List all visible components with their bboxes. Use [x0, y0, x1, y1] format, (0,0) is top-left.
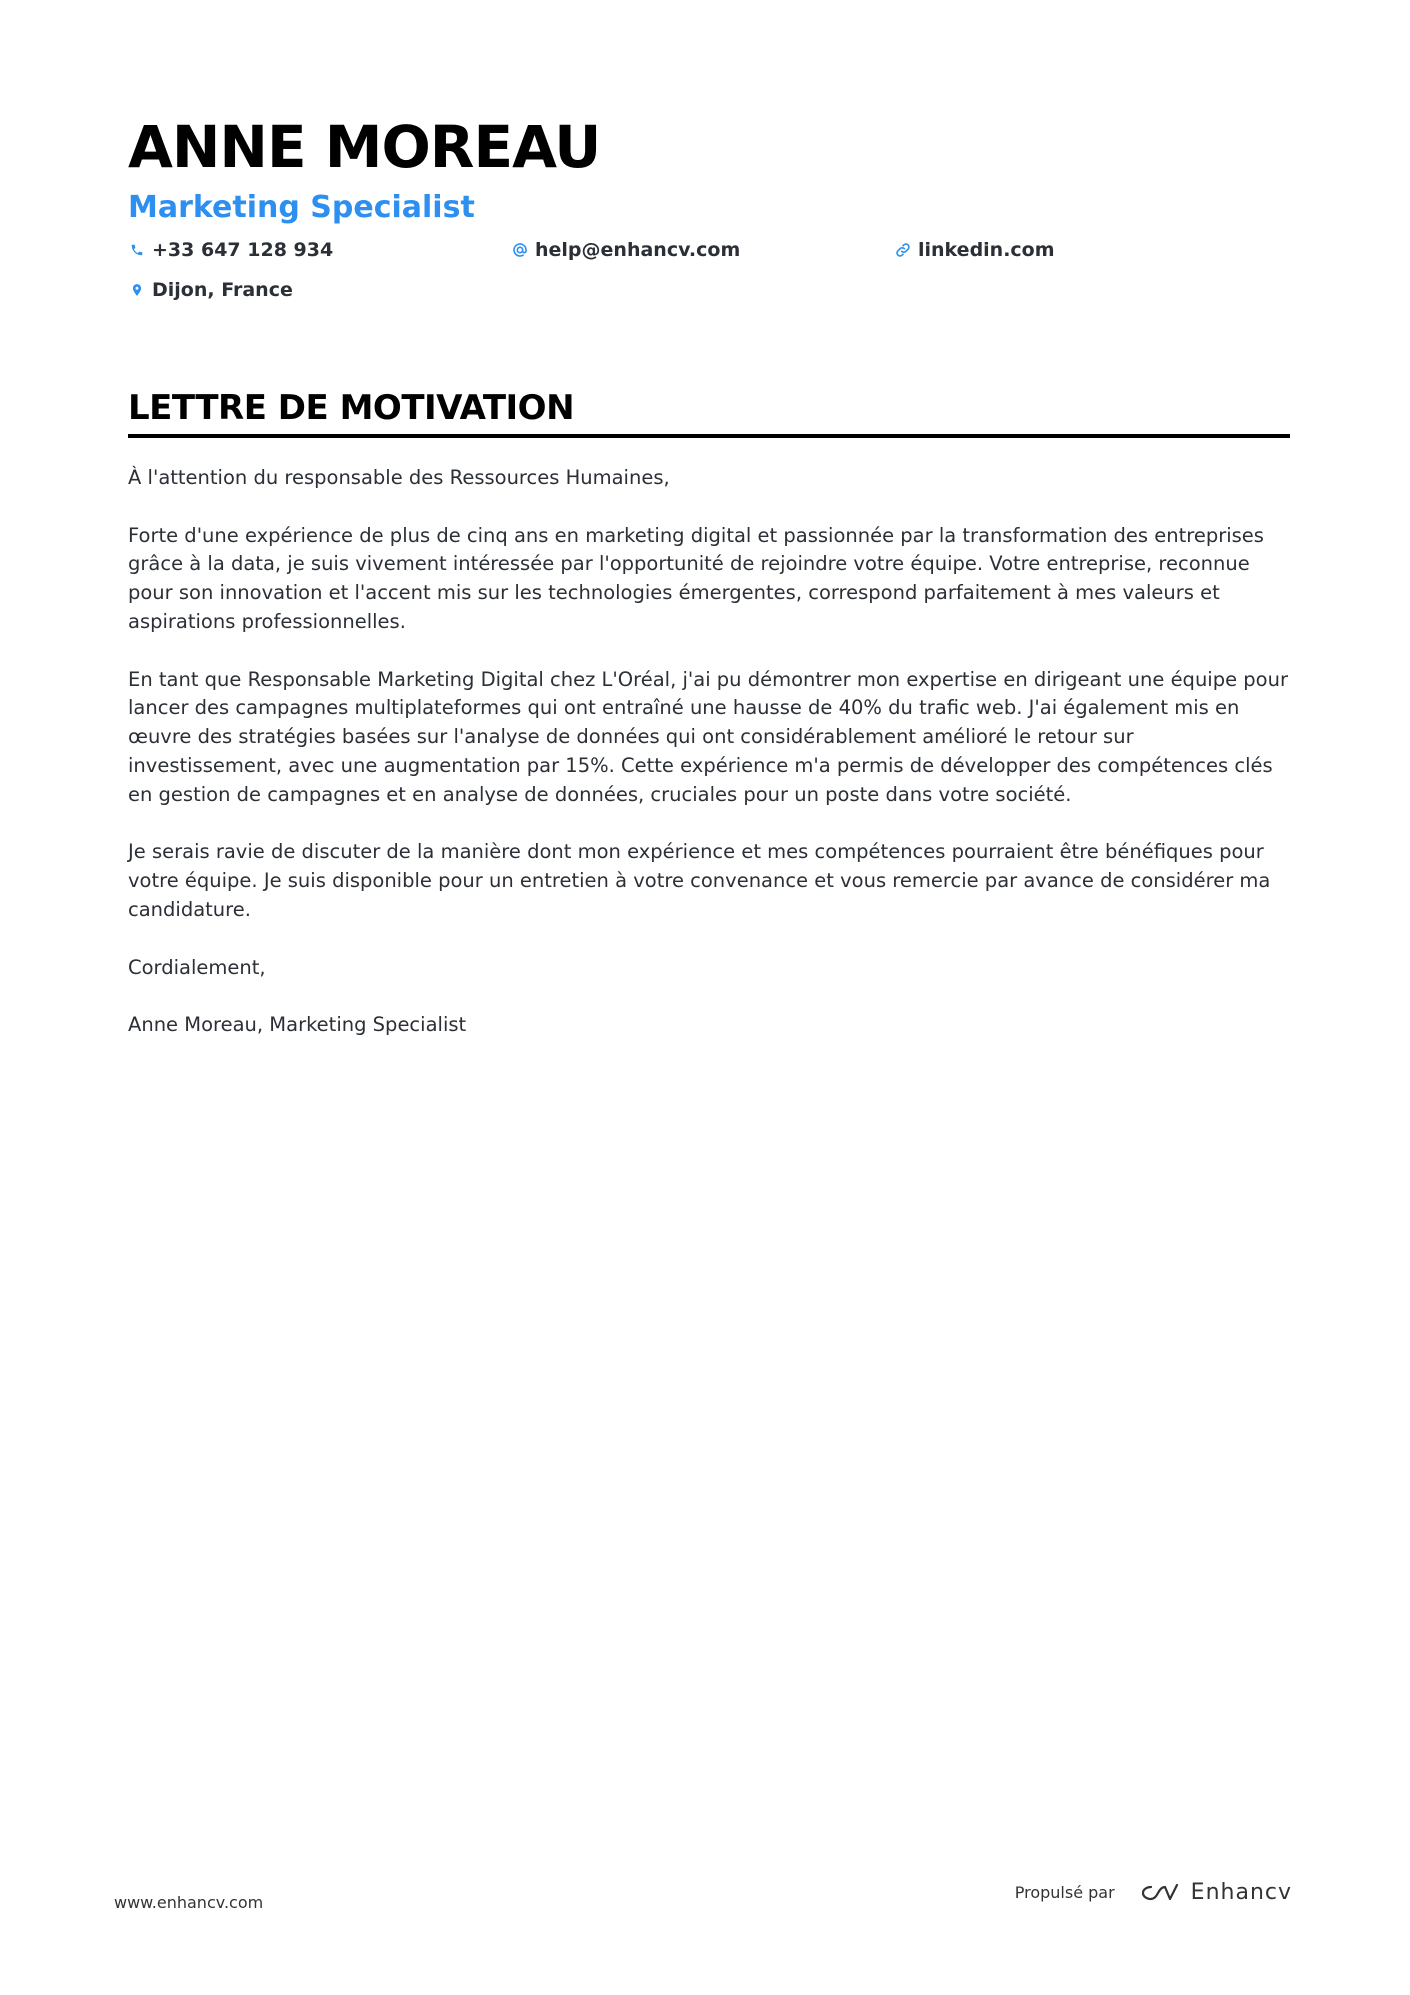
enhancv-logo[interactable]: [1137, 1880, 1292, 1905]
letter-paragraph-2: En tant que Responsable Marketing Digital chez L'Oréal, j'ai pu démontrer mon expertise en dirigeant une équipe pour lancer des campagnes multiplateformes qui ont entraîné une hausse de 40% du trafic web. J'ai également mis en œuvre des stratégies basées sur l'analyse de données qui ont considérablement amélioré le retour sur investissement, avec une augmentation par 15%. Cette expérience m'a permis de développer des compétences clés en gestion de campagnes et en analyse de données, cruciales pour un poste dans votre société.: [128, 667, 1288, 806]
section-divider: [128, 434, 1290, 438]
letter-salutation: À l'attention du responsable des Ressources Humaines,: [128, 466, 670, 489]
contact-location: [128, 276, 293, 304]
location-text: Dijon, France: [152, 279, 293, 301]
applicant-title: Marketing Specialist: [128, 190, 475, 225]
footer-website[interactable]: www.enhancv.com: [114, 1893, 264, 1912]
email-text[interactable]: help@enhancv.com: [535, 239, 741, 261]
contact-email[interactable]: [511, 236, 740, 264]
letter-body: [128, 464, 1290, 1040]
contact-linkedin[interactable]: [894, 236, 1055, 264]
letter-paragraph-1: Forte d'une expérience de plus de cinq ans en marketing digital et passionnée par la transformation des entreprises grâce à la data, je suis vivement intéressée par l'opportunité de rejoindre votre équipe. Votre entreprise, reconnue pour son innovation et l'accent mis sur les technologies émergentes, correspond parfaitement à mes valeurs et aspirations professionnelles.: [128, 523, 1264, 633]
location-pin-icon: [128, 281, 146, 299]
phone-text: +33 647 128 934: [152, 239, 334, 261]
at-icon: [511, 241, 529, 259]
contact-phone: [128, 236, 333, 264]
applicant-name: ANNE MOREAU: [128, 113, 601, 181]
link-icon: [894, 241, 912, 259]
cover-letter-page: [128, 110, 1290, 1069]
letter-paragraph-3: Je serais ravie de discuter de la manière dont mon expérience et mes compétences pourraient être bénéfiques pour votre équipe. Je suis disponible pour un entretien à votre convenance et vous remercie par avance de considérer ma candidature.: [128, 840, 1271, 921]
powered-by-text: Propulsé par: [1014, 1883, 1115, 1902]
section-title: LETTRE DE MOTIVATION: [128, 388, 575, 428]
letter-signature: Anne Moreau, Marketing Specialist: [128, 1013, 467, 1037]
enhancv-logo-icon: [1137, 1881, 1181, 1905]
letter-closing: Cordialement,: [128, 955, 266, 979]
phone-icon: [128, 241, 146, 259]
footer-branding: [1015, 1880, 1292, 1905]
linkedin-text[interactable]: linkedin.com: [918, 239, 1055, 261]
contact-info: [128, 236, 1290, 316]
brand-name: Enhancv: [1190, 1880, 1292, 1905]
